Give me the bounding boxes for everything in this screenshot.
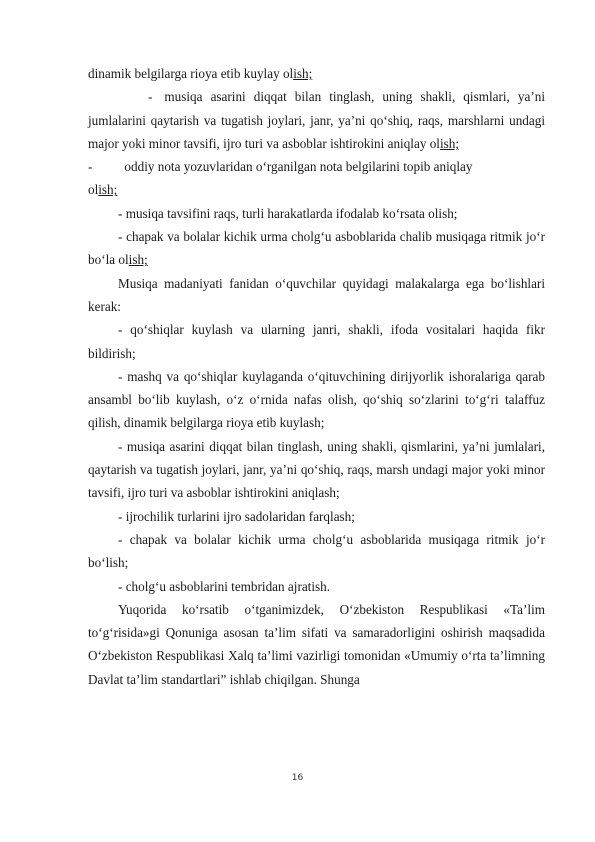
paragraph-11: - chapak va bolalar kichik urma cholg‘u asboblarida musiqaga ritmik jo‘r bo‘lish; [88,531,545,571]
paragraph-8: - mashq va qo‘shiqlar kuylaganda o‘qituvchining dirijyorlik ishoralariga qarab ansambl bo‘lib kuylash, o‘z o‘rnida nafas olish, qo‘shiq so‘zlarini to‘g‘ri talaffuz qilish, dinamik belgilarga rioya etib kuylash; [88,368,545,431]
list-dash: - [148,89,153,105]
paragraph-1 [88,62,545,85]
list-dash: - [88,159,93,175]
underlined-text: ish; [128,252,148,268]
text: musiqa asarini diqqat bilan tinglash, uning shakli, qismlari, ya’ni jumlalarini qaytarish va tugatish joylari, janr, ya’ni qo‘shiq, raqs, marshlarni undagi major yoki minor tavsifi, ijro turi va asboblar ishtirokini aniqlay ol [88,89,545,151]
paragraph-3 [88,155,545,202]
paragraph-13: Yuqorida ko‘rsatib o‘tganimizdek, O‘zbekiston Respublikasi «Ta’lim to‘g‘risida»gi Qonuniga asosan ta’lim sifati va samaradorligini oshirish maqsadida O‘zbekiston Respublikasi Xalq ta’limi vazirligi tomonidan «Umumiy o‘rta ta’limning Davlat ta’lim standartlari” ishlab chiqilgan. Shunga [88,601,545,687]
paragraph-4: - musiqa tavsifini raqs, turli harakatlarda ifodalab ko‘rsata olish; [118,205,458,221]
underlined-text: ish; [439,135,460,151]
page-number: 16 [291,773,304,783]
paragraph-9: - musiqa asarini diqqat bilan tinglash, uning shakli, qismlarini, ya’ni jumlalari, qaytarish va tugatish joylari, janr, ya’ni qo‘shiq, raqs, marsh undagi major yoki minor tavsifi, ijro turi va asboblar ishtirokini aniqlash; [88,438,545,501]
text: ol [88,182,99,198]
underlined-text: ish; [293,66,313,81]
paragraph-2 [88,85,545,155]
document-page [88,62,545,691]
paragraph-10: - ijrochilik turlarini ijro sadolaridan farqlash; [118,508,355,524]
paragraph-5 [88,225,545,272]
paragraph-7: - qo‘shiqlar kuylash va ularning janri, shakli, ifoda vositalari haqida fikr bildirish; [88,322,545,361]
paragraph-6: Musiqa madaniyati fanidan o‘quvchilar quyidagi malakalarga ega bo‘lishlari kerak: [88,275,545,314]
text: dinamik belgilarga rioya etib kuylay ol [88,66,294,81]
underlined-text: ish; [98,182,118,198]
text: - chapak va bolalar kichik urma cholg‘u asboblarida chalib musiqaga ritmik jo‘r bo‘la ol [88,229,545,268]
paragraph-12: - cholg‘u asboblarini tembridan ajratish. [118,578,331,594]
text: oddiy nota yozuvlaridan o‘rganilgan nota belgilarini topib aniqlay [124,159,473,175]
